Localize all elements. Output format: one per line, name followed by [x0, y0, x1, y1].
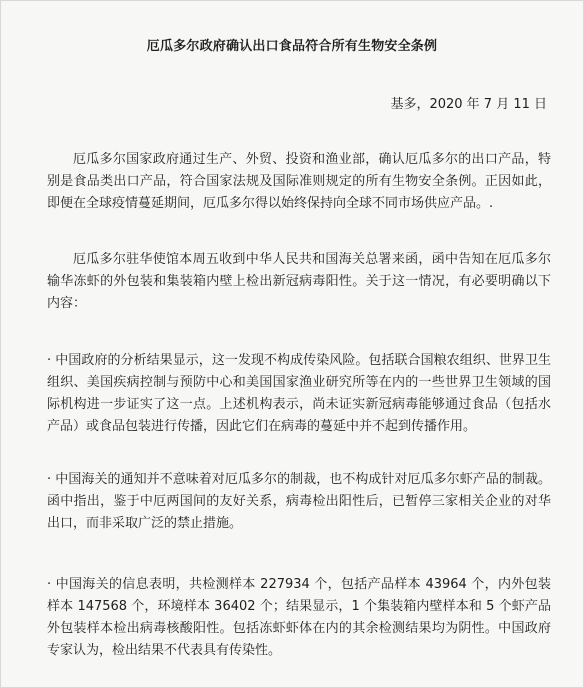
bullet-sampling-results: · 中国海关的信息表明，共检测样本 227934 个，包括产品样本 43964 个，内外包装样本 147568 个，环境样本 36402 个；结果显示，1 个集装箱内壁样本和 5 个虾产品外包装样本检出病毒核酸阳性。包括冻虾虾体在内的其余检测结果均为阴性。中国政府专家认为，检出结果不代表具有传染性。 [47, 577, 551, 658]
bullet-analysis-result: · 中国政府的分析结果显示，这一发现不构成传染风险。包括联合国粮农组织、世界卫生组织、美国疾病控制与预防中心和美国国家渔业研究所等在内的一些世界卫生领域的国际机构进一步证实了这一点。上述机构表示，尚未证实新冠病毒能够通过食品（包括水产品）或食品包装进行传播，因此它们在病毒的蔓延中并不起到传播作用。 [47, 353, 551, 434]
document-title: 厄瓜多尔政府确认出口食品符合所有生物安全条例 [146, 39, 438, 54]
bullet-customs-notice: · 中国海关的通知并不意味着对厄瓜多尔的制裁，也不构成针对厄瓜多尔虾产品的制裁。函中指出，鉴于中厄两国间的友好关系，病毒检出阳性后，已暂停三家相关企业的对华出口，而非采取广泛的禁止措施。 [47, 472, 551, 531]
paragraph-intro: 厄瓜多尔国家政府通过生产、外贸、投资和渔业部，确认厄瓜多尔的出口产品，特别是食品类出口产品，符合国家法规及国际准则规定的所有生物安全条例。正因如此，即便在全球疫情蔓延期间，厄瓜多尔得以始终保持向全球不同市场供应产品。. [47, 152, 551, 211]
dateline: 基多，2020 年 7 月 11 日 [390, 97, 547, 112]
paragraph-embassy-letter: 厄瓜多尔驻华使馆本周五收到中华人民共和国海关总署来函，函中告知在厄瓜多尔输华冻虾的外包装和集装箱内壁上检出新冠病毒阳性。关于这一情况，有必要明确以下内容： [47, 252, 551, 311]
